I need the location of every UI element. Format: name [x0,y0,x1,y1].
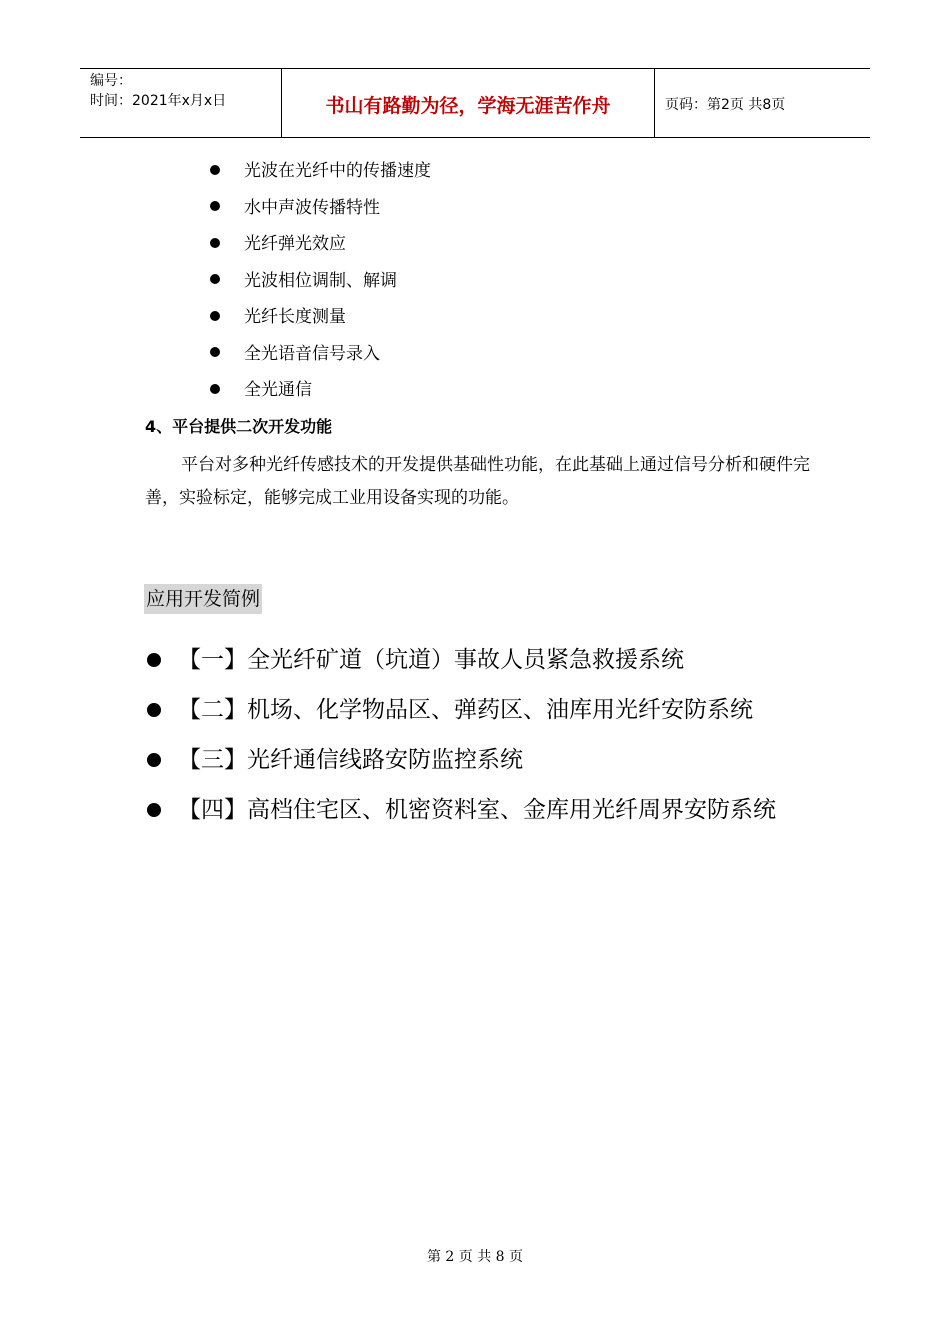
header-page-cell [655,69,870,137]
bullet-icon [210,201,220,211]
feature-list-item [210,190,431,227]
header-meta-cell [80,69,282,137]
feature-list-item [210,372,431,409]
application-text: 【二】机场、化学物品区、弹药区、油库用光纤安防系统 [178,697,753,723]
document-number-label: 编号： [90,73,132,89]
application-list-item [145,635,825,685]
page-header [80,68,870,138]
feature-text: 水中声波传播特性 [244,197,380,218]
feature-list-item [210,336,431,373]
bullet-icon [210,347,220,357]
document-date: 时间：2021年x月x日 [90,93,227,109]
bullet-icon [210,165,220,175]
feature-list [210,153,431,409]
bullet-icon [210,274,220,284]
feature-text: 光波在光纤中的传播速度 [244,161,431,181]
feature-list-item [210,263,431,300]
header-motto: 书山有路勤为径，学海无涯苦作舟 [325,95,611,117]
header-motto-cell [282,69,655,137]
bullet-icon [147,753,161,767]
feature-text: 光纤弹光效应 [244,234,346,254]
bullet-icon [147,653,161,667]
bullet-icon [210,238,220,248]
page-footer: 第 2 页 共 8 页 [426,1249,524,1265]
application-list-item [145,735,825,785]
bullet-icon [210,384,220,394]
application-text: 【四】高档住宅区、机密资料室、金库用光纤周界安防系统 [178,797,776,823]
bullet-icon [147,703,161,717]
application-list-item [145,685,825,735]
feature-text: 光纤长度测量 [244,307,346,327]
section-heading: 4、平台提供二次开发功能 [145,417,333,436]
feature-text: 全光通信 [244,380,312,400]
application-text: 【一】全光纤矿道（坑道）事故人员紧急救援系统 [178,647,684,673]
bullet-icon [210,311,220,321]
applications-title: 应用开发简例 [144,584,262,614]
feature-text: 光波相位调制、解调 [244,270,397,291]
section-paragraph: 平台对多种光纤传感技术的开发提供基础性功能，在此基础上通过信号分析和硬件完善，实验标定，能够完成工业用设备实现的功能。 [145,455,810,508]
feature-list-item [210,226,431,263]
application-list-item [145,785,825,835]
feature-list-item [210,299,431,336]
application-list [145,635,825,835]
header-page-info: 页码：第2页 共8页 [665,97,786,113]
bullet-icon [147,803,161,817]
feature-text: 全光语音信号录入 [244,343,380,364]
feature-list-item [210,153,431,190]
application-text: 【三】光纤通信线路安防监控系统 [178,747,523,773]
